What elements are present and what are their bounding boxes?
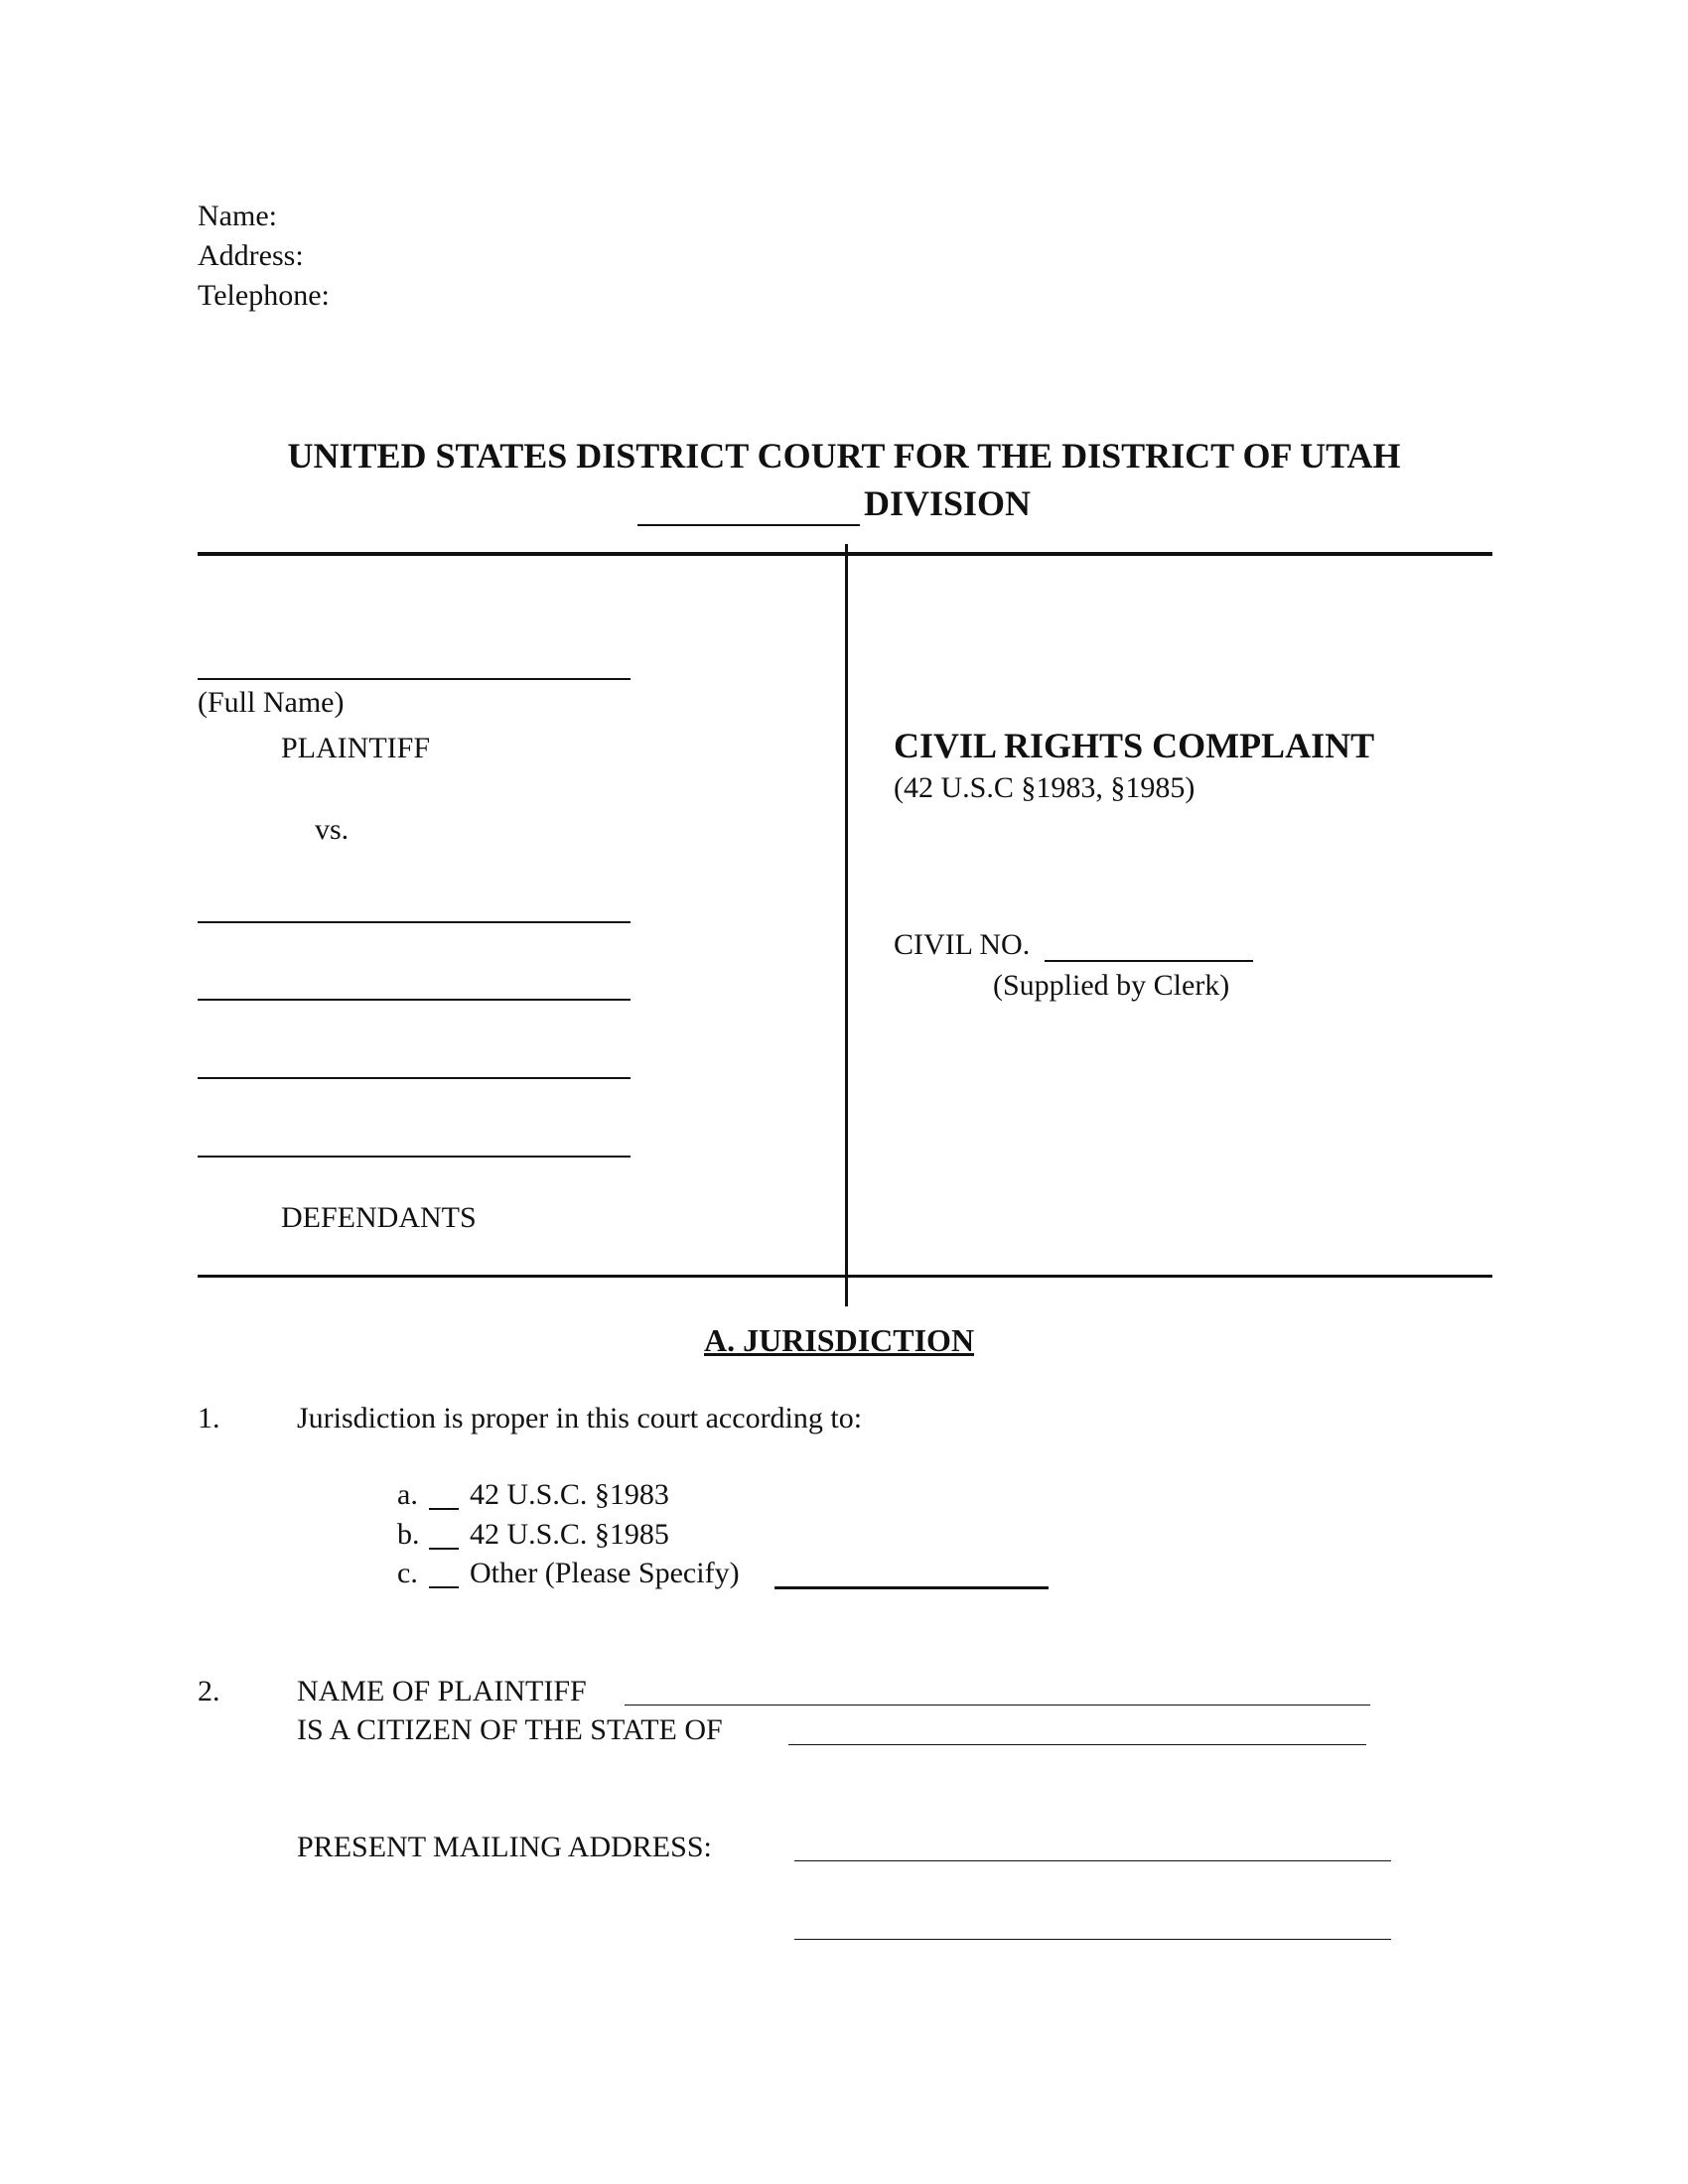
option-c-label: Other (Please Specify) (470, 1557, 740, 1589)
defendant-line-2[interactable] (198, 999, 631, 1001)
citizen-state-field-line[interactable] (788, 1744, 1366, 1745)
option-a-label: 42 U.S.C. §1983 (470, 1478, 669, 1511)
civil-no-label: CIVIL NO. (894, 928, 1031, 961)
option-a-checkbox-line[interactable] (429, 1508, 459, 1510)
civil-no-line[interactable] (1045, 960, 1253, 962)
defendant-line-4[interactable] (198, 1156, 631, 1158)
plaintiff-label: PLAINTIFF (281, 732, 431, 764)
mailing-address-line-2[interactable] (794, 1939, 1391, 1940)
complaint-title: CIVIL RIGHTS COMPLAINT (894, 726, 1375, 765)
complaint-statutes: (42 U.S.C §1983, §1985) (894, 771, 1196, 804)
caption-center-divider (845, 544, 848, 1306)
option-b-checkbox-line[interactable] (429, 1548, 459, 1550)
vs-label: vs. (315, 813, 350, 846)
option-c-checkbox-line[interactable] (429, 1586, 459, 1588)
option-b-label: 42 U.S.C. §1985 (470, 1518, 669, 1551)
address-label: Address: (198, 239, 304, 272)
item-2-number: 2. (198, 1675, 220, 1707)
option-c-specify-line[interactable] (774, 1586, 1049, 1589)
court-title: UNITED STATES DISTRICT COURT FOR THE DISTRICT OF UTAH (287, 436, 1401, 476)
option-a-letter: a. (397, 1478, 418, 1511)
division-blank-line[interactable] (637, 524, 860, 526)
section-a-heading: A. JURISDICTION (704, 1322, 975, 1358)
plaintiff-name-label: NAME OF PLAINTIFF (297, 1675, 587, 1707)
defendants-label: DEFENDANTS (281, 1201, 477, 1234)
mailing-address-label: PRESENT MAILING ADDRESS: (297, 1831, 712, 1863)
plaintiff-name-field-line[interactable] (625, 1705, 1370, 1706)
defendant-line-3[interactable] (198, 1077, 631, 1079)
defendant-line-1[interactable] (198, 921, 631, 923)
option-c-letter: c. (397, 1557, 418, 1589)
supplied-by-clerk: (Supplied by Clerk) (993, 969, 1230, 1002)
option-b-letter: b. (397, 1518, 420, 1551)
name-label: Name: (198, 200, 277, 232)
item-1-number: 1. (198, 1402, 220, 1434)
citizen-label: IS A CITIZEN OF THE STATE OF (297, 1713, 723, 1746)
telephone-label: Telephone: (198, 279, 330, 312)
full-name-label: (Full Name) (198, 686, 345, 719)
mailing-address-line-1[interactable] (794, 1860, 1391, 1861)
plaintiff-name-line[interactable] (198, 678, 631, 680)
caption-bottom-rule (198, 1275, 1492, 1278)
item-1-text: Jurisdiction is proper in this court according to: (297, 1402, 863, 1434)
division-label: DIVISION (864, 483, 1032, 523)
